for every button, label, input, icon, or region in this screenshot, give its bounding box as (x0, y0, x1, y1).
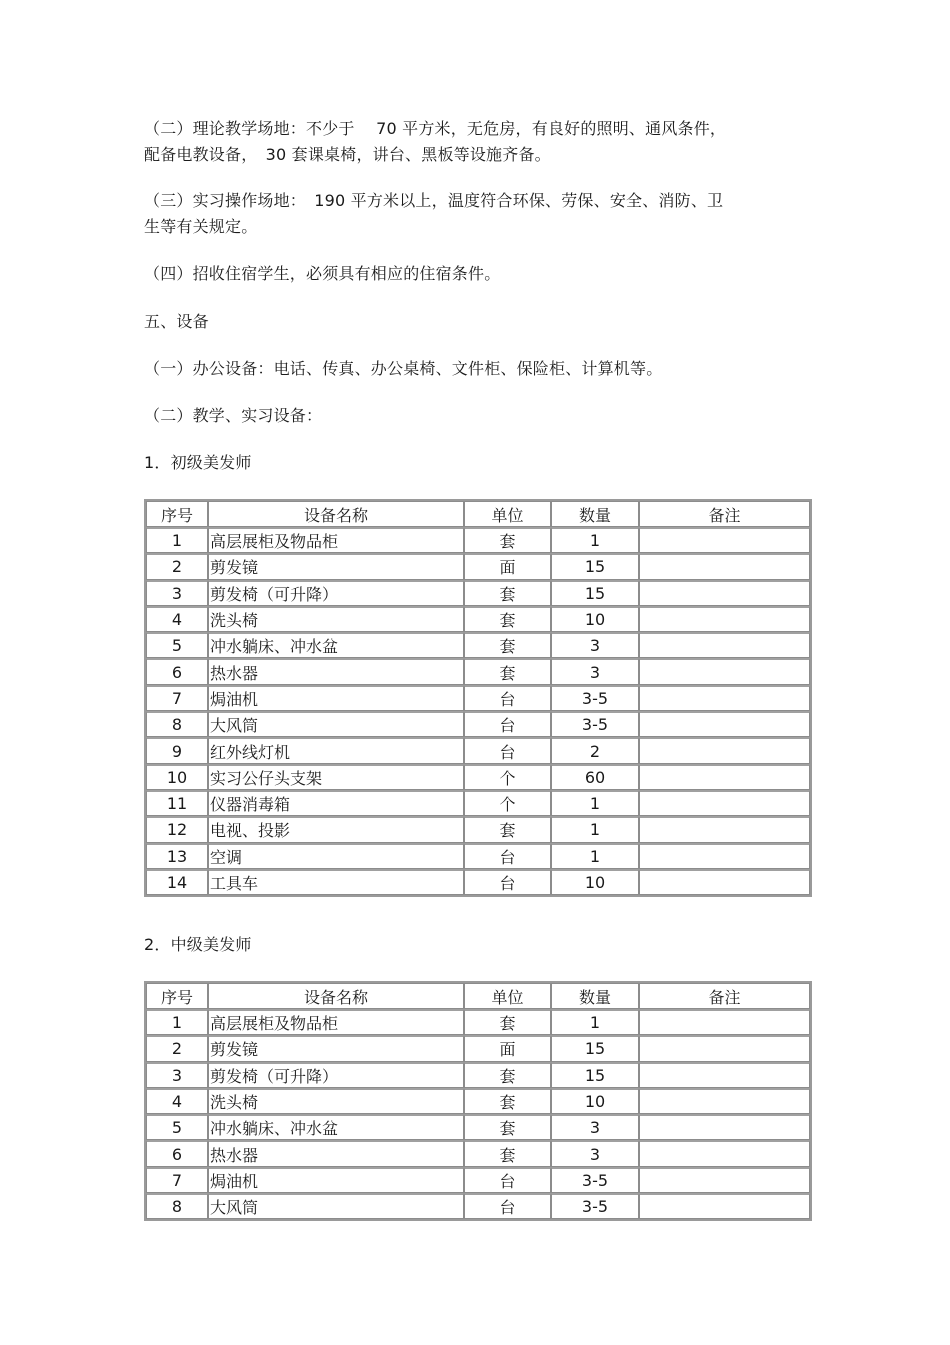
header-name: 设备名称 (208, 501, 464, 527)
paragraph-line: （三）实习操作场地： 190 平方米以上，温度符合环保、劳保、安全、消防、卫 (144, 191, 724, 210)
cell-no: 3 (146, 580, 208, 606)
cell-note (639, 1088, 810, 1114)
cell-note (639, 553, 810, 579)
table-row (146, 1193, 810, 1219)
paragraph-office-equipment (144, 356, 794, 382)
cell-note (639, 580, 810, 606)
table-row (146, 816, 810, 842)
cell-unit: 台 (464, 737, 551, 763)
cell-name: 红外线灯机 (208, 737, 464, 763)
cell-no: 7 (146, 1167, 208, 1193)
table-row (146, 1114, 810, 1140)
cell-no: 7 (146, 685, 208, 711)
cell-no: 8 (146, 1193, 208, 1219)
cell-no: 14 (146, 869, 208, 895)
cell-no: 1 (146, 527, 208, 553)
cell-note (639, 843, 810, 869)
cell-note (639, 1193, 810, 1219)
cell-name: 高层展柜及物品柜 (208, 527, 464, 553)
table-row (146, 632, 810, 658)
cell-qty: 3 (551, 632, 639, 658)
cell-no: 2 (146, 1035, 208, 1061)
paragraph-line: （二）理论教学场地：不少于 70 平方米，无危房，有良好的照明、通风条件， (144, 119, 727, 138)
cell-qty: 3-5 (551, 685, 639, 711)
cell-note (639, 816, 810, 842)
subheading-text: 2．中级美发师 (144, 935, 252, 954)
cell-name: 剪发镜 (208, 1035, 464, 1061)
cell-unit: 套 (464, 632, 551, 658)
cell-unit: 台 (464, 1167, 551, 1193)
cell-note (639, 1035, 810, 1061)
cell-qty: 3-5 (551, 1167, 639, 1193)
cell-no: 4 (146, 606, 208, 632)
cell-unit: 台 (464, 843, 551, 869)
paragraph-practice-site (144, 188, 794, 240)
cell-name: 电视、投影 (208, 816, 464, 842)
cell-name: 剪发椅（可升降） (208, 1062, 464, 1088)
cell-name: 高层展柜及物品柜 (208, 1009, 464, 1035)
cell-qty: 1 (551, 843, 639, 869)
cell-note (639, 1140, 810, 1166)
cell-note (639, 764, 810, 790)
cell-qty: 15 (551, 1035, 639, 1061)
cell-unit: 套 (464, 816, 551, 842)
cell-no: 13 (146, 843, 208, 869)
cell-unit: 套 (464, 1062, 551, 1088)
cell-qty: 3-5 (551, 1193, 639, 1219)
table-row (146, 1062, 810, 1088)
cell-note (639, 1009, 810, 1035)
cell-no: 8 (146, 711, 208, 737)
table-row (146, 658, 810, 684)
cell-unit: 个 (464, 790, 551, 816)
cell-name: 热水器 (208, 1140, 464, 1166)
cell-qty: 15 (551, 580, 639, 606)
cell-no: 12 (146, 816, 208, 842)
cell-no: 6 (146, 658, 208, 684)
cell-name: 大风筒 (208, 711, 464, 737)
paragraph-line: （一）办公设备：电话、传真、办公桌椅、文件柜、保险柜、计算机等。 (144, 359, 663, 378)
cell-note (639, 790, 810, 816)
cell-note (639, 1114, 810, 1140)
cell-unit: 套 (464, 1140, 551, 1166)
cell-unit: 台 (464, 869, 551, 895)
table-row (146, 606, 810, 632)
header-note: 备注 (639, 983, 810, 1009)
cell-no: 5 (146, 632, 208, 658)
cell-qty: 1 (551, 527, 639, 553)
cell-qty: 15 (551, 1062, 639, 1088)
cell-no: 1 (146, 1009, 208, 1035)
cell-qty: 15 (551, 553, 639, 579)
cell-unit: 套 (464, 1114, 551, 1140)
table-row (146, 843, 810, 869)
cell-unit: 套 (464, 1009, 551, 1035)
cell-name: 剪发椅（可升降） (208, 580, 464, 606)
cell-qty: 3 (551, 1114, 639, 1140)
cell-name: 大风筒 (208, 1193, 464, 1219)
table-row (146, 737, 810, 763)
cell-no: 4 (146, 1088, 208, 1114)
cell-note (639, 711, 810, 737)
cell-qty: 3 (551, 1140, 639, 1166)
cell-no: 3 (146, 1062, 208, 1088)
equipment-table-junior (144, 499, 812, 897)
cell-unit: 套 (464, 527, 551, 553)
table-row (146, 711, 810, 737)
cell-name: 冲水躺床、冲水盆 (208, 1114, 464, 1140)
cell-name: 热水器 (208, 658, 464, 684)
table-row (146, 1140, 810, 1166)
header-qty: 数量 (551, 501, 639, 527)
equipment-table-intermediate (144, 981, 812, 1221)
cell-name: 焗油机 (208, 1167, 464, 1193)
table-row (146, 580, 810, 606)
cell-qty: 1 (551, 1009, 639, 1035)
cell-note (639, 1062, 810, 1088)
cell-qty: 60 (551, 764, 639, 790)
cell-note (639, 632, 810, 658)
cell-name: 空调 (208, 843, 464, 869)
table-row (146, 527, 810, 553)
cell-no: 9 (146, 737, 208, 763)
cell-no: 5 (146, 1114, 208, 1140)
cell-qty: 1 (551, 790, 639, 816)
header-note: 备注 (639, 501, 810, 527)
cell-name: 剪发镜 (208, 553, 464, 579)
table-row (146, 553, 810, 579)
table-row (146, 685, 810, 711)
cell-no: 11 (146, 790, 208, 816)
paragraph-line: 生等有关规定。 (144, 217, 258, 236)
cell-unit: 套 (464, 658, 551, 684)
table-header-row (146, 501, 810, 527)
table-row (146, 1167, 810, 1193)
cell-unit: 台 (464, 1193, 551, 1219)
header-unit: 单位 (464, 501, 551, 527)
cell-note (639, 606, 810, 632)
cell-unit: 套 (464, 1088, 551, 1114)
subheading-junior-hairdresser (144, 450, 794, 476)
table-row (146, 790, 810, 816)
cell-no: 10 (146, 764, 208, 790)
cell-qty: 10 (551, 606, 639, 632)
cell-name: 工具车 (208, 869, 464, 895)
cell-qty: 3 (551, 658, 639, 684)
table-row (146, 1088, 810, 1114)
cell-unit: 台 (464, 685, 551, 711)
cell-qty: 2 (551, 737, 639, 763)
cell-name: 冲水躺床、冲水盆 (208, 632, 464, 658)
paragraph-boarding (144, 261, 794, 287)
cell-note (639, 658, 810, 684)
section-heading-text: 五、设备 (144, 312, 209, 331)
section-heading-equipment (144, 309, 794, 335)
header-no: 序号 (146, 501, 208, 527)
cell-qty: 1 (551, 816, 639, 842)
cell-note (639, 869, 810, 895)
cell-note (639, 685, 810, 711)
header-no: 序号 (146, 983, 208, 1009)
table-row (146, 1035, 810, 1061)
cell-name: 洗头椅 (208, 606, 464, 632)
paragraph-theory-site (144, 116, 794, 168)
paragraph-teaching-equipment (144, 403, 794, 429)
cell-note (639, 527, 810, 553)
table-row (146, 869, 810, 895)
cell-name: 实习公仔头支架 (208, 764, 464, 790)
paragraph-line: （四）招收住宿学生，必须具有相应的住宿条件。 (144, 264, 501, 283)
cell-no: 2 (146, 553, 208, 579)
cell-name: 仪器消毒箱 (208, 790, 464, 816)
paragraph-line: 配备电教设备， 30 套课桌椅，讲台、黑板等设施齐备。 (144, 145, 551, 164)
cell-unit: 个 (464, 764, 551, 790)
cell-name: 洗头椅 (208, 1088, 464, 1114)
table-header-row (146, 983, 810, 1009)
cell-unit: 面 (464, 1035, 551, 1061)
cell-name: 焗油机 (208, 685, 464, 711)
cell-unit: 套 (464, 606, 551, 632)
header-name: 设备名称 (208, 983, 464, 1009)
cell-note (639, 1167, 810, 1193)
cell-qty: 10 (551, 1088, 639, 1114)
cell-note (639, 737, 810, 763)
paragraph-line: （二）教学、实习设备： (144, 406, 323, 425)
header-qty: 数量 (551, 983, 639, 1009)
cell-unit: 套 (464, 580, 551, 606)
table-row (146, 1009, 810, 1035)
cell-no: 6 (146, 1140, 208, 1166)
subheading-text: 1．初级美发师 (144, 453, 252, 472)
cell-qty: 3-5 (551, 711, 639, 737)
subheading-intermediate-hairdresser (144, 932, 794, 958)
header-unit: 单位 (464, 983, 551, 1009)
cell-unit: 台 (464, 711, 551, 737)
cell-unit: 面 (464, 553, 551, 579)
cell-qty: 10 (551, 869, 639, 895)
table-row (146, 764, 810, 790)
